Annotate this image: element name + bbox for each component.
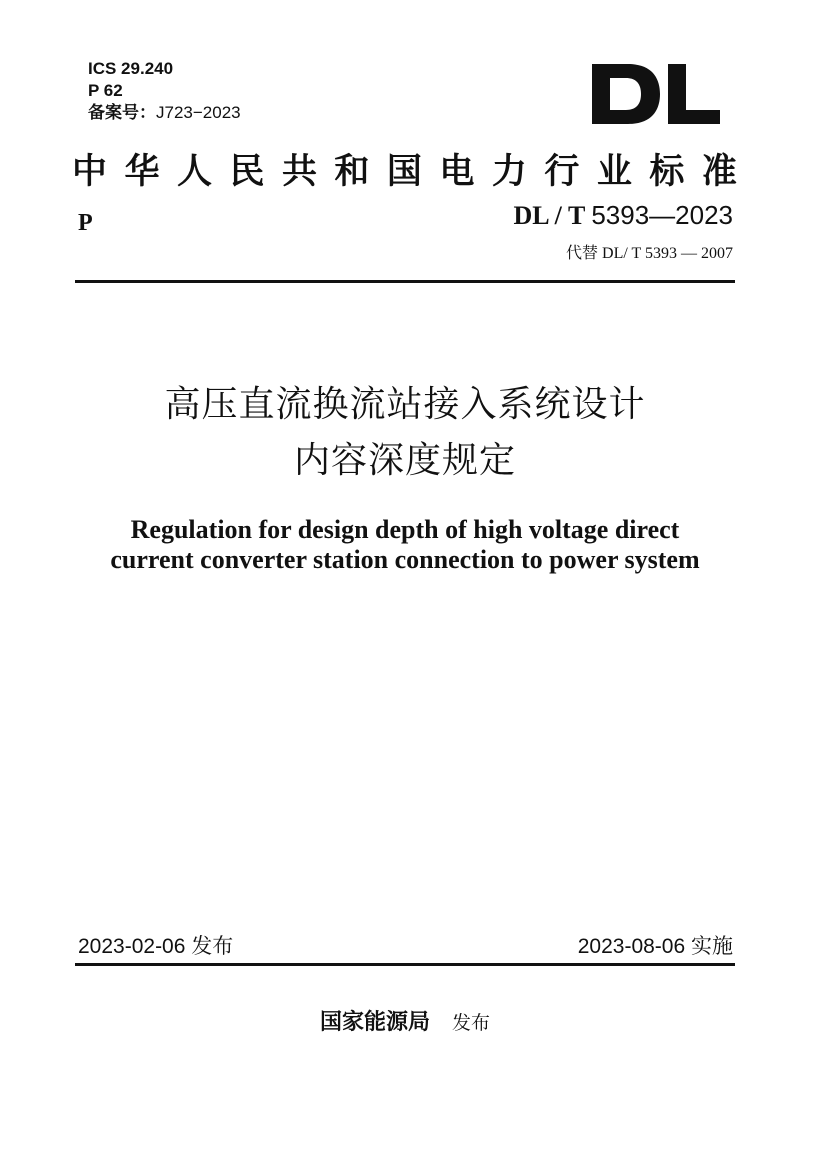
issue-date: 2023-02-06 发布 <box>78 935 234 958</box>
standard-type-title <box>72 150 737 194</box>
standard-type-char: 民 <box>229 152 265 191</box>
standard-type-char: 力 <box>491 152 527 191</box>
standard-number-value: 5393—2023 <box>591 200 733 230</box>
standard-type-char: 华 <box>124 152 160 191</box>
document-title-cn-line2: 内容深度规定 <box>293 439 516 480</box>
document-metadata <box>88 58 241 124</box>
bottom-divider <box>75 963 735 966</box>
publisher <box>75 1005 735 1036</box>
record-number-label: 备案号： <box>88 103 156 122</box>
document-title-cn-line1: 高压直流换流站接入系统设计 <box>164 383 646 424</box>
dl-logo-icon <box>588 60 724 128</box>
standard-number <box>514 200 734 231</box>
publisher-organization: 国家能源局 <box>319 1009 430 1034</box>
standard-type-char: 中 <box>72 152 108 191</box>
standard-type-char: 电 <box>439 152 475 191</box>
top-divider <box>75 280 735 283</box>
standard-type-char: 和 <box>334 152 370 191</box>
category-code: P 62 <box>88 81 123 100</box>
document-title-en <box>75 515 735 575</box>
standard-type-char: 行 <box>544 152 580 191</box>
document-title-cn <box>75 376 735 488</box>
document-title-en-line1: Regulation for design depth of high voltage direct <box>130 515 680 544</box>
standard-type-char: 国 <box>386 152 422 191</box>
standard-type-char: 共 <box>281 152 317 191</box>
standard-number-prefix: DL / T <box>513 201 585 230</box>
record-number-line <box>88 102 241 124</box>
standard-type-char: 标 <box>649 152 685 191</box>
standard-type-char: 业 <box>596 152 632 191</box>
publisher-action: 发布 <box>452 1013 491 1034</box>
replaces-standard: 代替 DL/ T 5393 — 2007 <box>566 245 733 262</box>
implementation-date: 2023-08-06 实施 <box>577 935 733 958</box>
ics-code: ICS 29.240 <box>88 59 174 78</box>
standard-type-char: 人 <box>176 152 212 191</box>
classification-letter: P <box>78 210 93 236</box>
record-number: J723−2023 <box>156 103 241 122</box>
document-title-en-line2: current converter station connection to power system <box>110 545 700 574</box>
standard-type-char: 准 <box>701 152 737 191</box>
